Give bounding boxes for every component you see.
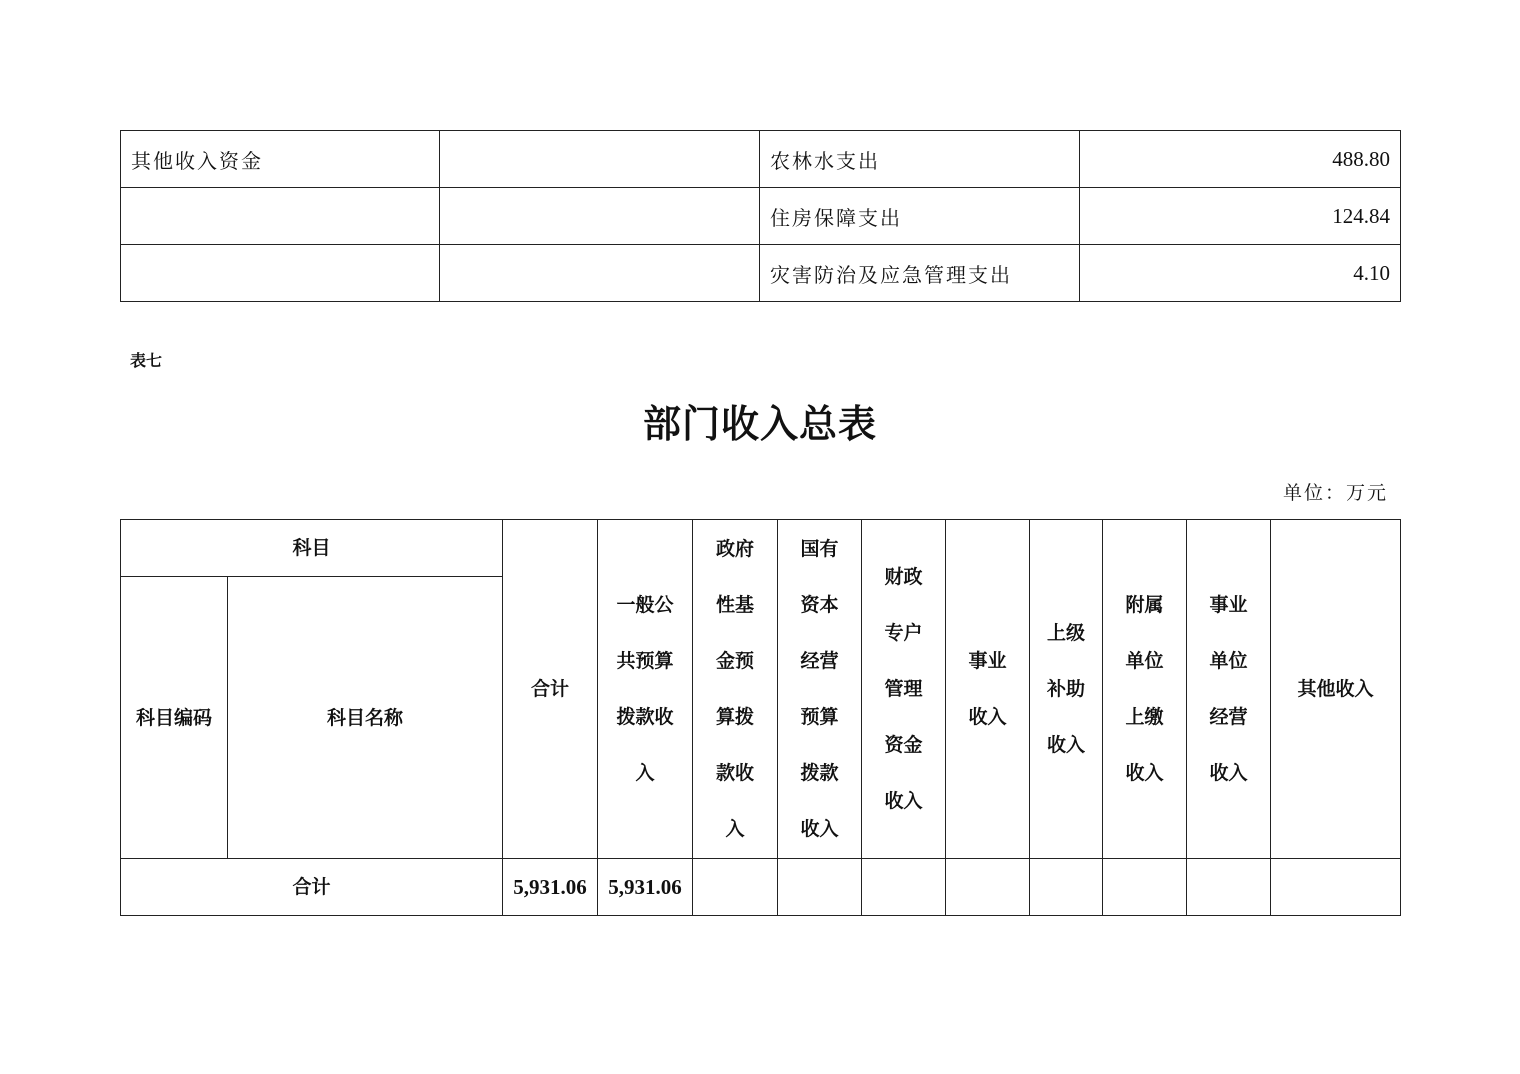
business-income-amount-cell — [946, 859, 1030, 916]
general-budget-column-header: 一般公 共预算 拨款收 入 — [598, 520, 693, 859]
department-income-table — [120, 519, 1401, 916]
income-amount-cell — [440, 188, 760, 245]
special-account-column-header: 财政 专户 管理 资金 收入 — [862, 520, 946, 859]
income-item-cell: 其他收入资金 — [121, 131, 440, 188]
general-budget-amount-cell: 5,931.06 — [598, 859, 693, 916]
expenditure-amount-cell: 488.80 — [1080, 131, 1401, 188]
operating-income-amount-cell — [1187, 859, 1271, 916]
business-income-column-header: 事业 收入 — [946, 520, 1030, 859]
special-account-amount-cell — [862, 859, 946, 916]
state-capital-amount-cell — [778, 859, 862, 916]
table-row — [121, 131, 1401, 188]
income-amount-cell — [440, 245, 760, 302]
subject-code-header: 科目编码 — [121, 577, 228, 859]
page-title: 部门收入总表 — [642, 401, 877, 446]
expenditure-amount-cell: 124.84 — [1080, 188, 1401, 245]
table-number-label: 表七 — [130, 351, 163, 370]
superior-subsidy-amount-cell — [1030, 859, 1103, 916]
other-income-amount-cell — [1271, 859, 1401, 916]
affiliate-payment-column-header: 附属 单位 上缴 收入 — [1103, 520, 1187, 859]
total-row-label: 合计 — [121, 859, 503, 916]
expenditure-continuation-table — [120, 130, 1401, 302]
government-fund-column-header: 政府 性基 金预 算拨 款收 入 — [693, 520, 778, 859]
income-item-cell — [121, 245, 440, 302]
table-row — [121, 245, 1401, 302]
total-amount-cell: 5,931.06 — [503, 859, 598, 916]
other-income-column-header: 其他收入 — [1271, 520, 1401, 859]
expenditure-item-cell: 住房保障支出 — [760, 188, 1080, 245]
table-row — [121, 188, 1401, 245]
income-item-cell — [121, 188, 440, 245]
header-row — [121, 520, 1401, 577]
total-row — [121, 859, 1401, 916]
subject-group-header: 科目 — [121, 520, 503, 577]
expenditure-amount-cell: 4.10 — [1080, 245, 1401, 302]
expenditure-item-cell: 农林水支出 — [760, 131, 1080, 188]
subject-name-header: 科目名称 — [228, 577, 503, 859]
superior-subsidy-column-header: 上级 补助 收入 — [1030, 520, 1103, 859]
unit-label: 单位：万元 — [1282, 482, 1388, 504]
expenditure-item-cell: 灾害防治及应急管理支出 — [760, 245, 1080, 302]
affiliate-payment-amount-cell — [1103, 859, 1187, 916]
operating-income-column-header: 事业 单位 经营 收入 — [1187, 520, 1271, 859]
state-capital-column-header: 国有 资本 经营 预算 拨款 收入 — [778, 520, 862, 859]
income-amount-cell — [440, 131, 760, 188]
total-column-header: 合计 — [503, 520, 598, 859]
government-fund-amount-cell — [693, 859, 778, 916]
